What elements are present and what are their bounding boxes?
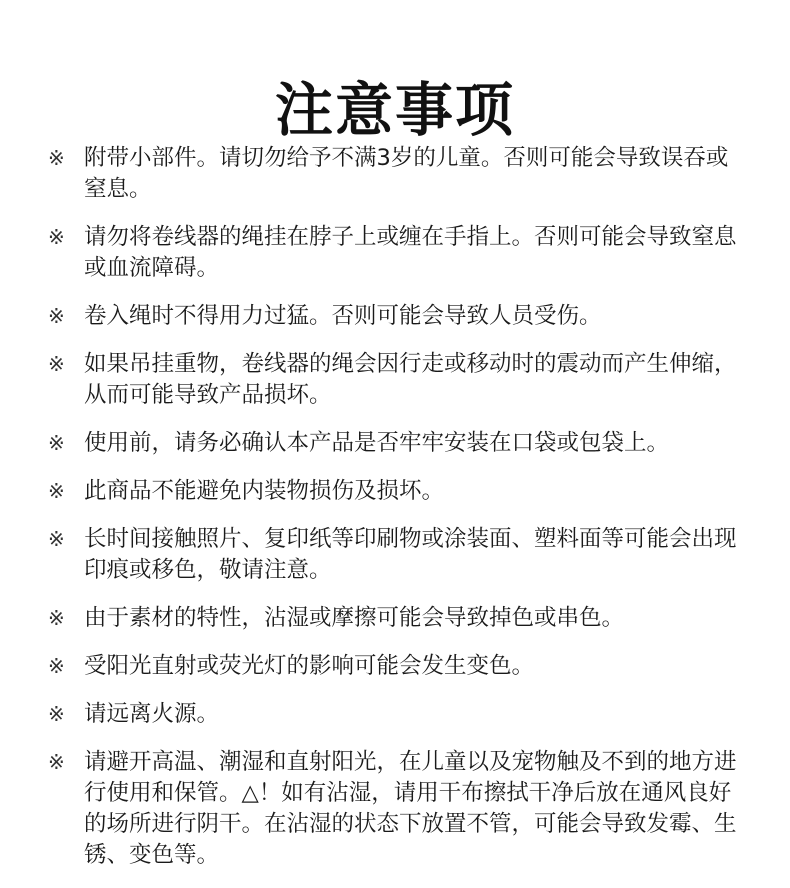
list-item bbox=[48, 301, 738, 332]
list-item bbox=[48, 222, 738, 284]
notice-text: 由于素材的特性，沾湿或摩擦可能会导致掉色或串色。 bbox=[84, 605, 625, 631]
reference-mark-icon: ※ bbox=[48, 352, 65, 376]
notice-text: 受阳光直射或荧光灯的影响可能会发生变色。 bbox=[84, 653, 535, 679]
reference-mark-icon: ※ bbox=[48, 606, 65, 630]
notice-list bbox=[48, 143, 738, 888]
list-item bbox=[48, 651, 738, 682]
reference-mark-icon: ※ bbox=[48, 431, 65, 455]
reference-mark-icon: ※ bbox=[48, 225, 65, 249]
list-item bbox=[48, 428, 738, 459]
reference-mark-icon: ※ bbox=[48, 527, 65, 551]
reference-mark-icon: ※ bbox=[48, 654, 65, 678]
notice-text: 使用前，请务必确认本产品是否牢牢安装在口袋或包袋上。 bbox=[84, 430, 670, 456]
list-item bbox=[48, 603, 738, 634]
notice-text: 长时间接触照片、复印纸等印刷物或涂装面、塑料面等可能会出现印痕或移色，敬请注意。 bbox=[84, 526, 737, 583]
notice-text: 请避开高温、潮湿和直射阳光，在儿童以及宠物触及不到的地方进行使用和保管。△！如有沾湿，请用干布擦拭干净后放在通风良好的场所进行阴干。在沾湿的状态下放置不管，可能会导致发霉、生锈、变色等。 bbox=[84, 749, 737, 868]
notice-text: 如果吊挂重物，卷线器的绳会因行走或移动时的震动而产生伸缩，从而可能导致产品损坏。 bbox=[84, 351, 737, 408]
reference-mark-icon: ※ bbox=[48, 304, 65, 328]
notice-text: 请远离火源。 bbox=[84, 701, 220, 727]
list-item bbox=[48, 476, 738, 507]
reference-mark-icon: ※ bbox=[48, 750, 65, 774]
list-item bbox=[48, 699, 738, 730]
list-item bbox=[48, 524, 738, 586]
reference-mark-icon: ※ bbox=[48, 702, 65, 726]
page-title: 注意事项 bbox=[274, 75, 515, 144]
notice-text: 卷入绳时不得用力过猛。否则可能会导致人员受伤。 bbox=[84, 303, 602, 329]
notice-text: 附带小部件。请切勿给予不满3岁的儿童。否则可能会导致误吞或窒息。 bbox=[84, 145, 729, 202]
list-item bbox=[48, 143, 738, 205]
reference-mark-icon: ※ bbox=[48, 479, 65, 503]
list-item bbox=[48, 349, 738, 411]
notice-text: 此商品不能避免内装物损伤及损坏。 bbox=[84, 478, 445, 504]
notice-text: 请勿将卷线器的绳挂在脖子上或缠在手指上。否则可能会导致窒息或血流障碍。 bbox=[84, 224, 737, 281]
reference-mark-icon: ※ bbox=[48, 146, 65, 170]
list-item bbox=[48, 747, 738, 871]
